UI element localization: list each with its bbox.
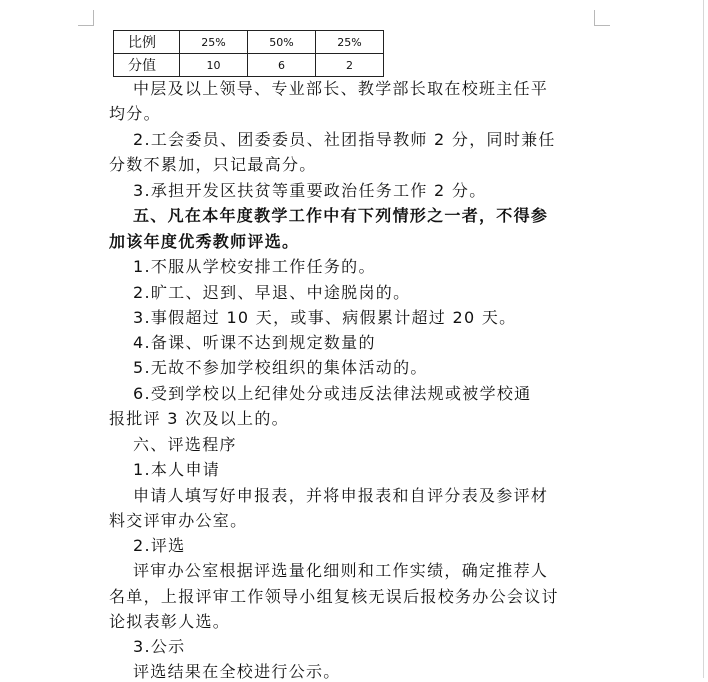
- list-item: 报批评 3 次及以上的。: [109, 409, 289, 428]
- table-cell: 分值: [114, 54, 180, 77]
- paragraph-line: 均分。: [109, 104, 161, 123]
- table-row: [114, 31, 384, 54]
- section-heading: 五、凡在本年度教学工作中有下列情形之一者，不得参: [133, 206, 549, 225]
- list-item: 3.事假超过 10 天，或事、病假累计超过 20 天。: [133, 308, 517, 327]
- table-cell: 6: [248, 54, 316, 77]
- paragraph-line: 料交评审办公室。: [109, 511, 248, 530]
- paragraph-line: 3.承担开发区扶贫等重要政治任务工作 2 分。: [133, 181, 487, 200]
- table-cell: 50%: [248, 31, 316, 54]
- list-item: 6.受到学校以上纪律处分或违反法律法规或被学校通: [133, 384, 532, 403]
- table-cell: 10: [180, 54, 248, 77]
- list-item: 4.备课、听课不达到规定数量的: [133, 333, 376, 352]
- section-heading: 加该年度优秀教师评选。: [109, 232, 300, 251]
- score-table: [113, 30, 384, 77]
- subheading: 3.公示: [133, 637, 186, 656]
- table-cell: 25%: [316, 31, 384, 54]
- paragraph-line: 评选结果在全校进行公示。: [133, 662, 341, 681]
- table-cell: 25%: [180, 31, 248, 54]
- table-cell: 比例: [114, 31, 180, 54]
- paragraph-line: 评审办公室根据评选量化细则和工作实绩，确定推荐人: [133, 561, 549, 580]
- paragraph-line: 分数不累加，只记最高分。: [109, 155, 317, 174]
- list-item: 2.旷工、迟到、早退、中途脱岗的。: [133, 283, 411, 302]
- subheading: 1.本人申请: [133, 460, 221, 479]
- list-item: 1.不服从学校安排工作任务的。: [133, 257, 376, 276]
- table-row: [114, 54, 384, 77]
- paragraph-line: 2.工会委员、团委委员、社团指导教师 2 分，同时兼任: [133, 130, 556, 149]
- table-cell: 2: [316, 54, 384, 77]
- subheading: 2.评选: [133, 536, 186, 555]
- page-edge-divider: [703, 0, 704, 678]
- crop-mark-top-left: [78, 10, 94, 26]
- paragraph-line: 申请人填写好申报表，并将申报表和自评分表及参评材: [133, 486, 549, 505]
- paragraph-line: 中层及以上领导、专业部长、教学部长取在校班主任平: [133, 79, 549, 98]
- paragraph-line: 论拟表彰人选。: [109, 612, 231, 631]
- section-heading: 六、评选程序: [133, 435, 237, 454]
- list-item: 5.无故不参加学校组织的集体活动的。: [133, 358, 428, 377]
- paragraph-line: 名单，上报评审工作领导小组复核无误后报校务办公会议讨: [109, 587, 559, 606]
- crop-mark-top-right: [594, 10, 610, 26]
